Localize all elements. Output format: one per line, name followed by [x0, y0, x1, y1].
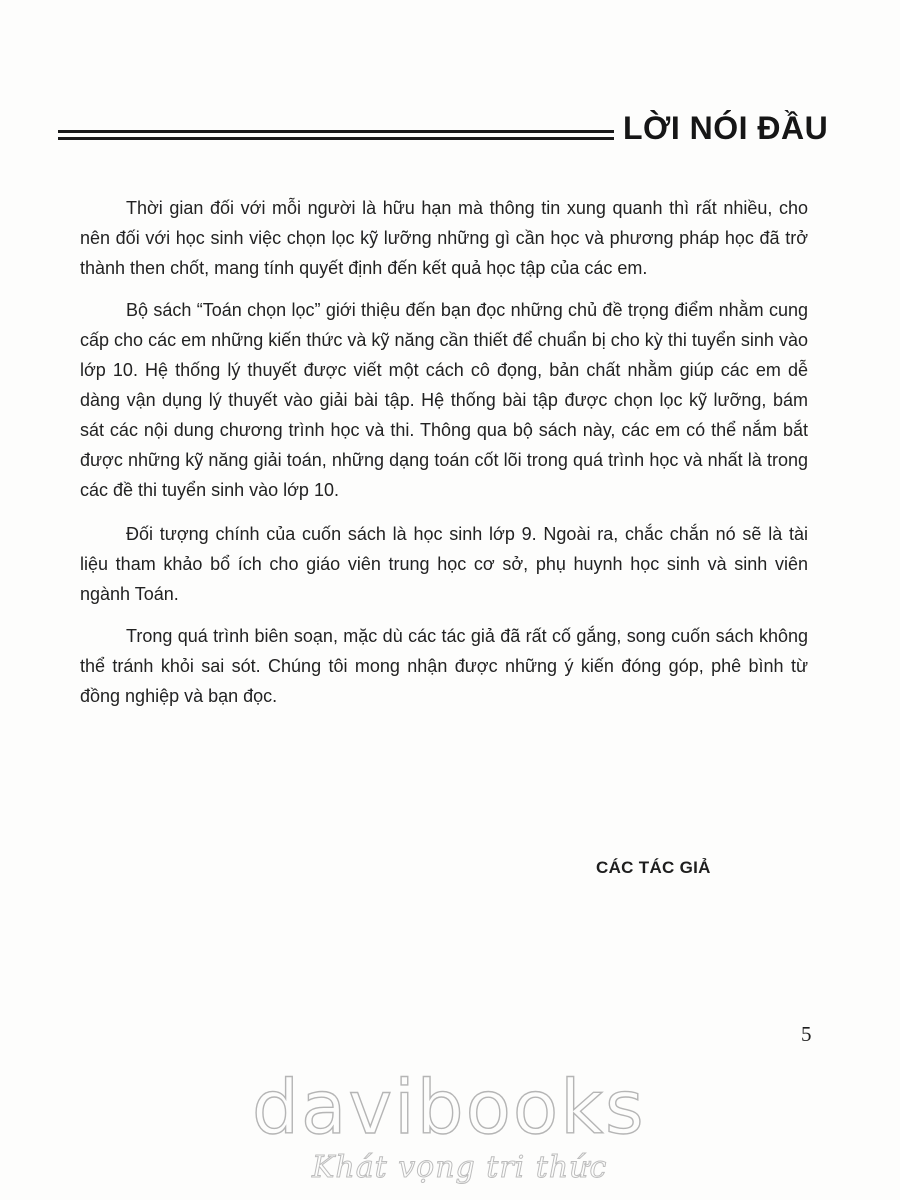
- header-rule-top: [58, 130, 614, 133]
- paragraph: Thời gian đối với mỗi người là hữu hạn mà thông tin xung quanh thì rất nhiều, cho nên đối với học sinh việc chọn lọc kỹ lưỡng những gì cần học và phương pháp học đã trở thành then chốt, mang tính quyết định đến kết quả học tập của các em.: [80, 198, 808, 278]
- page-number: 5: [801, 1022, 812, 1046]
- watermark-slogan: Khát vọng tri thức: [312, 1150, 608, 1185]
- page-title: LỜI NÓI ĐẦU: [623, 110, 829, 146]
- author-signature: CÁC TÁC GIẢ: [596, 858, 711, 877]
- watermark-brand: davibooks: [252, 1065, 646, 1151]
- publisher-watermark: [220, 1065, 690, 1198]
- paragraph: Trong quá trình biên soạn, mặc dù các tác giả đã rất cố gắng, song cuốn sách không thể tránh khỏi sai sót. Chúng tôi mong nhận được những ý kiến đóng góp, phê bình từ đồng nghiệp và bạn đọc.: [80, 626, 808, 706]
- chapter-header: [58, 104, 829, 164]
- header-rule-bottom: [58, 137, 614, 140]
- header-double-rule: [58, 130, 614, 140]
- preface-body: [80, 193, 808, 723]
- paragraph: Bộ sách “Toán chọn lọc” giới thiệu đến bạn đọc những chủ đề trọng điểm nhằm cung cấp cho các em những kiến thức và kỹ năng cần thiết để chuẩn bị cho kỳ thi tuyển sinh vào lớp 10. Hệ thống lý thuyết được viết một cách cô đọng, bản chất nhằm giúp các em dễ dàng vận dụng lý thuyết vào giải bài tập. Hệ thống bài tập được chọn lọc kỹ lưỡng, bám sát các nội dung chương trình học và thi. Thông qua bộ sách này, các em có thể nắm bắt được những kỹ năng giải toán, những dạng toán cốt lõi trong quá trình học và nhất là trong các đề thi tuyển sinh vào lớp 10.: [80, 300, 808, 500]
- paragraph: Đối tượng chính của cuốn sách là học sinh lớp 9. Ngoài ra, chắc chắn nó sẽ là tài liệu tham khảo bổ ích cho giáo viên trung học cơ sở, phụ huynh học sinh và sinh viên ngành Toán.: [80, 524, 808, 604]
